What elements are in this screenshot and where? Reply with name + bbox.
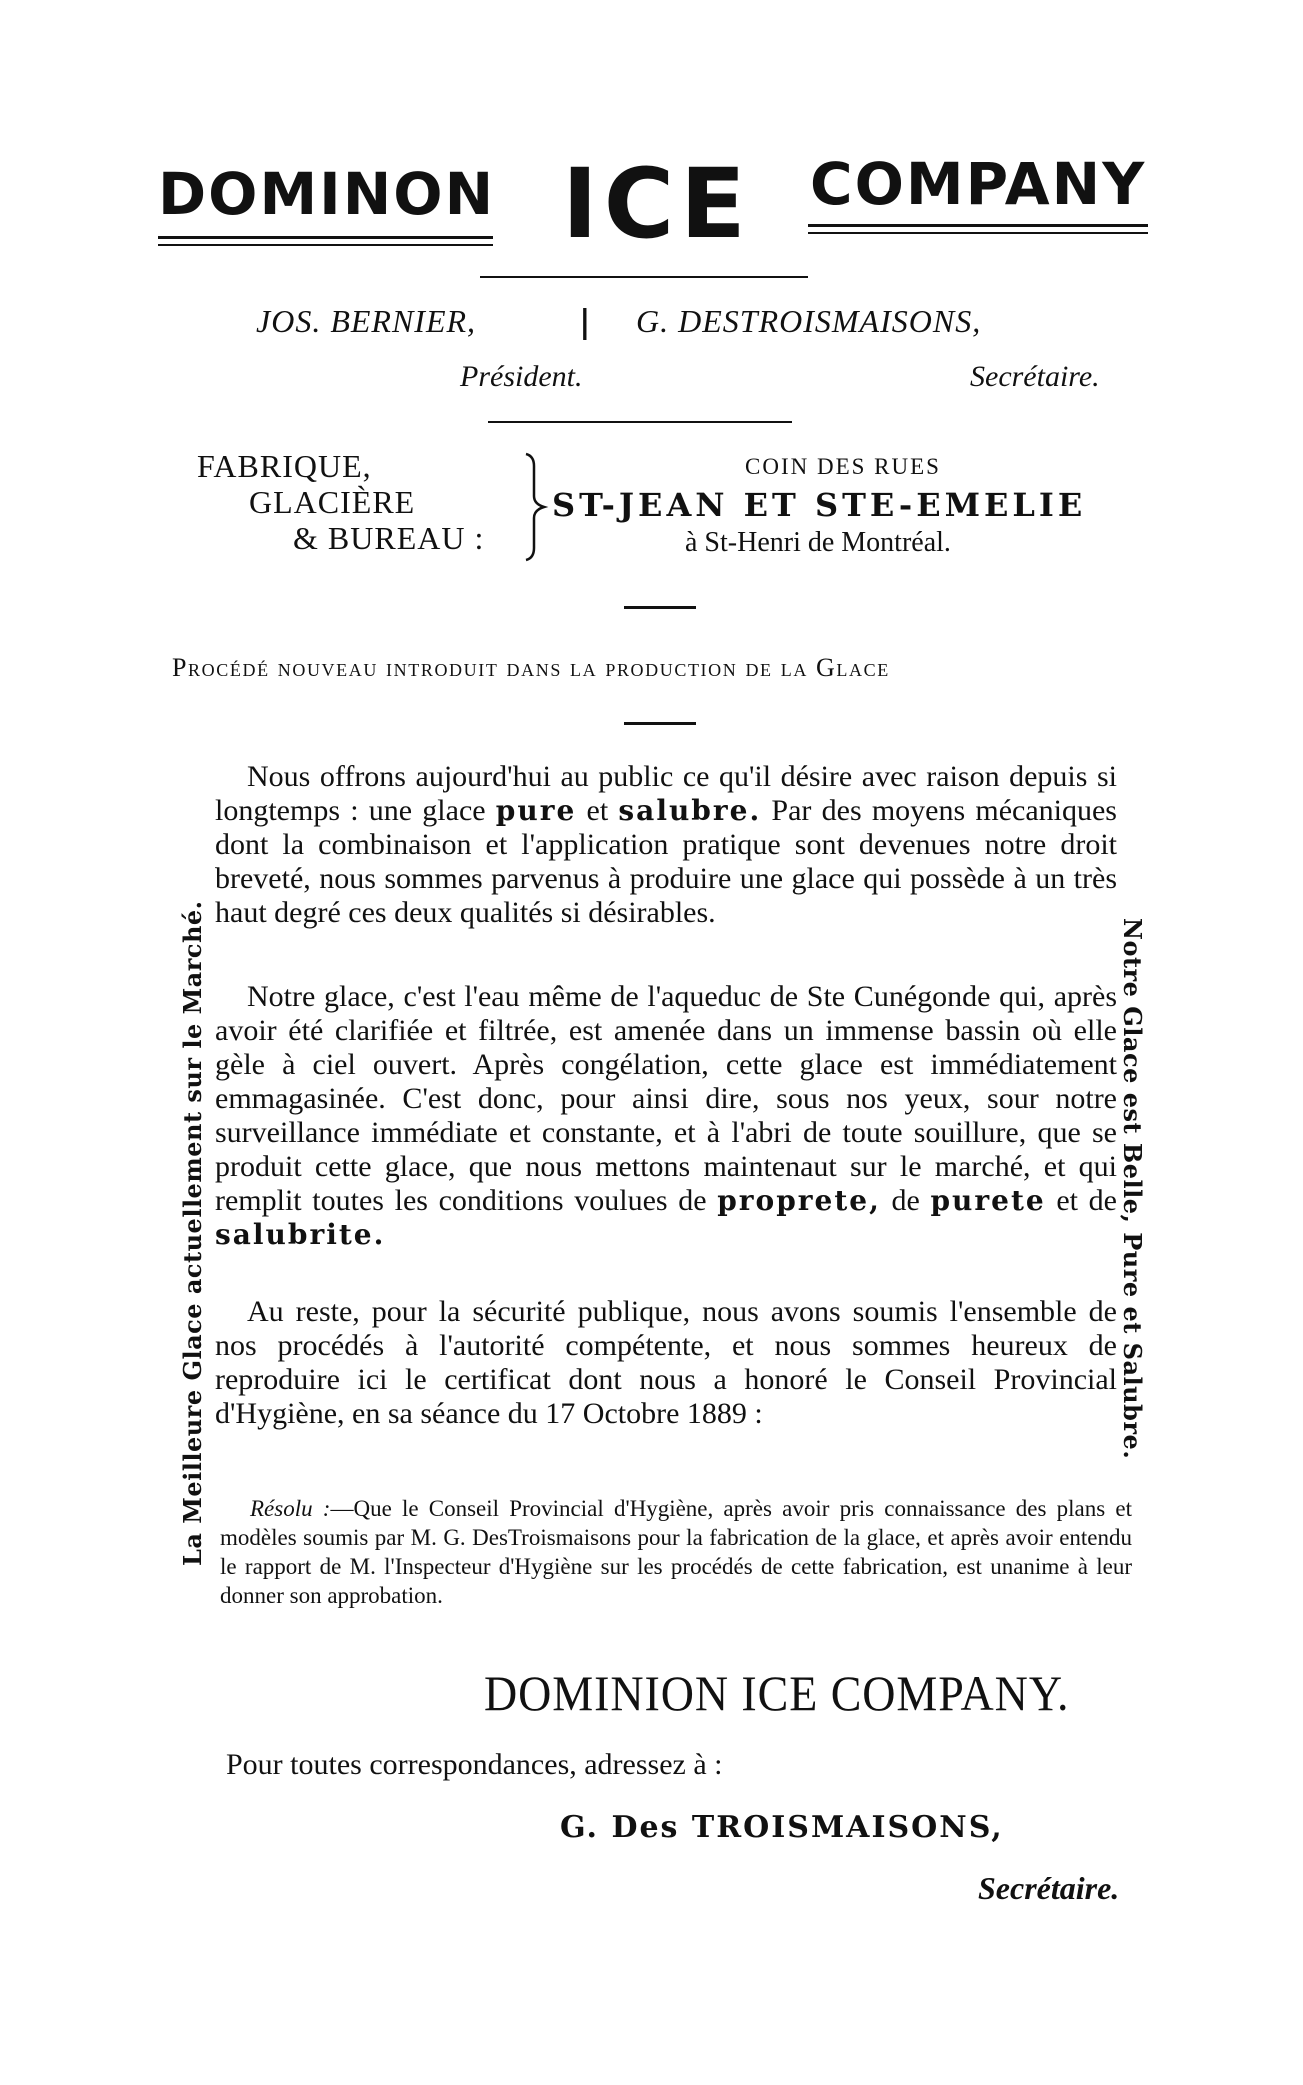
address-city: à St-Henri de Montréal. — [685, 527, 951, 558]
secretary-title: Secrétaire. — [970, 360, 1100, 393]
paragraph-1-text: et — [576, 794, 619, 827]
address-divider — [624, 606, 696, 609]
address-line-glaciere: GLACIÈRE — [249, 484, 416, 520]
header-left-underline-1 — [158, 236, 493, 239]
secretary-name: G. DESTROISMAISONS, — [636, 303, 982, 339]
emphasis-purete: purete — [930, 1184, 1046, 1217]
emphasis-salubre: salubre. — [618, 794, 762, 827]
side-text-left: La Meilleure Glace actuellement sur le Marché. — [178, 900, 207, 1566]
paragraph-3-text: Au reste, pour la sécurité publique, nous avons soumis l'ensemble de nos procédés à l'autorité compétente, et nous sommes heureux de reproduire ici le certificat dont nous a honoré le Conseil Provincial d'Hygiène, en sa séance du 17 Octobre 1889 : — [215, 1295, 1117, 1430]
address-streets: ST-JEAN ET STE-EMELIE — [552, 486, 1087, 524]
paragraph-2-text: de — [880, 1184, 931, 1217]
paragraph-1-text: Nous offrons aujourd'hui au public ce qu'il désire avec raison depuis si longtemps : une glace — [215, 760, 1117, 827]
emphasis-pure: pure — [495, 794, 577, 827]
president-title: Président. — [460, 360, 583, 393]
side-text-right: Notre Glace est Belle, Pure et Salubre. — [1118, 918, 1147, 1460]
heading-divider — [624, 722, 696, 725]
officer-separator: | — [579, 302, 591, 340]
header-left-underline-2 — [158, 244, 493, 246]
header-right-underline-1 — [808, 224, 1148, 227]
officers-divider — [488, 421, 792, 423]
contact-line: Pour toutes correspondances, adressez à : — [226, 1748, 723, 1781]
paragraph-1-text: Par des moyens mécaniques dont la combinaison et l'application pratique sont devenues notre droit breveté, nous sommes parvenus à produire une glace qui possède à un très haut degré ces deux qualités si désirables. — [215, 794, 1117, 929]
paragraph-2 — [215, 980, 1117, 1252]
header-right-underline-2 — [808, 232, 1148, 234]
address-line-bureau: & BUREAU : — [293, 520, 485, 556]
address-line-fabrique: FABRIQUE, — [197, 448, 372, 484]
president-name: JOS. BERNIER, — [256, 303, 477, 339]
header-word-left: DOMINON — [158, 160, 496, 228]
address-corner-label: COIN DES RUES — [745, 454, 941, 479]
contact-name: G. Des TROISMAISONS, — [560, 1810, 1004, 1845]
paragraph-2-text: et de — [1045, 1184, 1117, 1217]
resolution-text — [220, 1494, 1132, 1610]
header-word-right: COMPANY — [810, 150, 1147, 218]
paragraph-2-text: Notre glace, c'est l'eau même de l'aqueduc de Ste Cunégonde qui, après avoir été clarifiée et filtrée, est amenée dans un immense bassin où elle gèle à ciel ouvert. Après congélation, cette glace est immédiatement emmagasinée. C'est donc, pour ainsi dire, sous nos yeux, sour notre surveillance immédiate et constante, et à l'abri de toute souillure, que se produit cette glace, que nous mettons maintenaut sur le marché, et qui remplit toutes les conditions voulues de — [215, 980, 1117, 1217]
emphasis-proprete: proprete, — [717, 1184, 881, 1217]
section-heading: Procédé nouveau introduit dans la production de la Glace — [172, 653, 890, 682]
emphasis-salubrite: salubrite. — [215, 1218, 386, 1251]
header-word-center: ICE — [562, 148, 752, 260]
header-divider — [480, 276, 808, 278]
paragraph-3 — [215, 1295, 1117, 1431]
signature-company: DOMINION ICE COMPANY. — [484, 1665, 1070, 1721]
resolution-label: Résolu : — [250, 1496, 331, 1521]
contact-title: Secrétaire. — [978, 1870, 1120, 1906]
resolution-body: —Que le Conseil Provincial d'Hygiène, après avoir pris connaissance des plans et modèles soumis par M. G. DesTroismaisons pour la fabrication de la glace, et après avoir entendu le rapport de M. l'Inspecteur d'Hygiène sur les procédés de cette fabrication, est unanime à leur donner son approbation. — [220, 1496, 1132, 1608]
paragraph-1 — [215, 760, 1117, 930]
address-brace-icon — [520, 452, 550, 562]
